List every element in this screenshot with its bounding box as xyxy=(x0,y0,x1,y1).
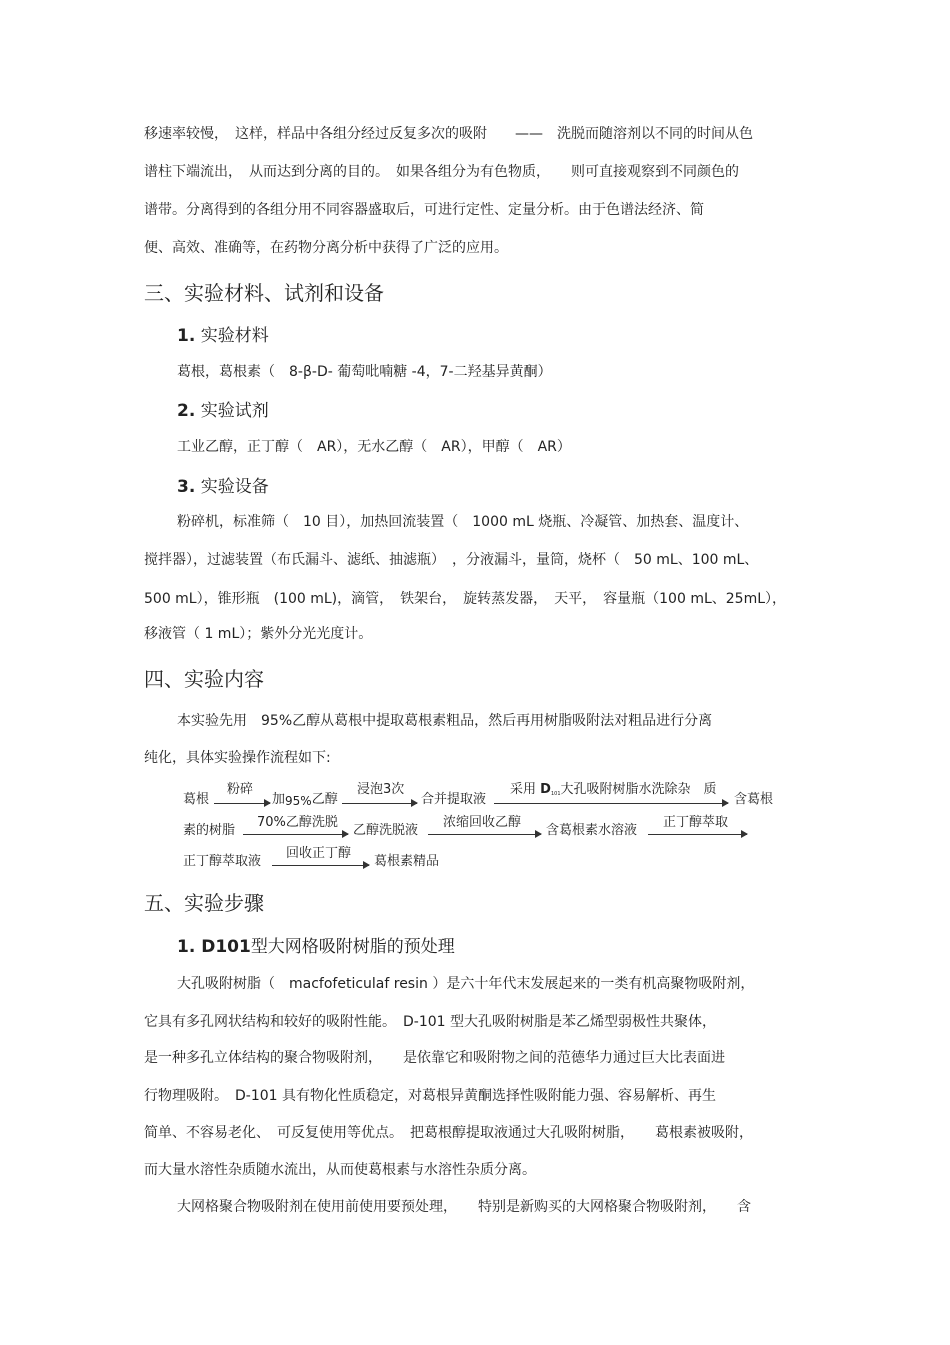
flow-node-contains-gegen: 含葛根 xyxy=(734,792,774,807)
section-3-2-title: 实验试剂 xyxy=(200,401,269,421)
section-3-2-heading xyxy=(177,400,269,422)
section-5-line-5: 简单、不容易老化、 可反复使用等优点。 把葛根醇提取液通过大孔吸附树脂， 葛根素被吸附， xyxy=(144,1125,753,1141)
section-3-3-line-2: 搅拌器），过滤装置（布氏漏斗、滤纸、抽滤瓶） ，分液漏斗，量筒，烧杯（ 50 mL、100 mL、 xyxy=(144,552,759,568)
section-5-1-title: 型大网格吸附树脂的预处理 xyxy=(250,937,455,957)
intro-line-1: 移速率较慢， 这样，样品中各组分经过反复多次的吸附 —— 洗脱而随溶剂以不同的时间从色 xyxy=(144,126,753,142)
section-5-1-heading xyxy=(177,936,455,958)
section-5-line-4: 行物理吸附。 D-101 具有物化性质稳定，对葛根异黄酮选择性吸附能力强、容易解析、再生 xyxy=(144,1088,717,1104)
flow-label-butanol-extract: 正丁醇萃取 xyxy=(663,815,729,830)
section-3-3-heading xyxy=(177,476,269,498)
section-3-3-line-3: 500 mL），锥形瓶 (100 mL)，滴管， 铁架台， 旋转蒸发器， 天平， 容量瓶（100 mL、25mL）， xyxy=(144,591,787,607)
flow-node-gegen: 葛根 xyxy=(183,792,210,807)
flow-label-resin-use: 采用 xyxy=(510,782,537,797)
section-5-title: 五、实验步骤 xyxy=(144,891,264,915)
flow-arrow-5 xyxy=(428,834,541,835)
flow-arrow-1 xyxy=(214,803,270,804)
flow-label-soak: 浸泡3次 xyxy=(357,782,405,797)
section-3-2-number: 2. xyxy=(177,401,196,421)
section-3-3-title: 实验设备 xyxy=(200,477,269,497)
flow-node-add-prefix: 加 xyxy=(272,792,286,807)
intro-line-2: 谱柱下端流出， 从而达到分离的目的。 如果各组分为有色物质， 则可直接观察到不同颜色的 xyxy=(144,164,739,180)
section-3-1-text: 葛根，葛根素（ 8-β-D- 葡萄吡喃糖 -4，7-二羟基异黄酮） xyxy=(177,364,552,380)
flow-arrow-4 xyxy=(243,834,348,835)
section-5-line-6: 而大量水溶性杂质随水流出，从而使葛根素与水溶性杂质分离。 xyxy=(144,1162,536,1178)
flow-arrow-6 xyxy=(648,834,747,835)
section-5-line-1: 大孔吸附树脂（ macfofeticulaf resin ）是六十年代末发展起来的一类有机高聚物吸附剂， xyxy=(177,976,755,992)
intro-line-3: 谱带。分离得到的各组分用不同容器盛取后，可进行定性、定量分析。由于色谱法经济、简 xyxy=(144,202,704,218)
flow-node-final-product: 葛根素精品 xyxy=(374,854,440,869)
section-4-line-2: 纯化，具体实验操作流程如下: xyxy=(144,750,331,766)
section-3-3-line-1: 粉碎机，标准筛（ 10 目），加热回流装置（ 1000 mL 烧瓶、冷凝管、加热套、温度计、 xyxy=(177,514,749,530)
flow-label-crush: 粉碎 xyxy=(227,782,254,797)
section-3-1-number: 1. xyxy=(177,326,196,346)
flow-arrow-2 xyxy=(342,803,417,804)
flow-node-aqueous: 含葛根素水溶液 xyxy=(546,823,638,838)
flow-label-resin-d: D xyxy=(540,782,551,797)
flow-node-add-ethanol xyxy=(272,792,338,809)
flow-node-add-ethanol-label: 乙醇 xyxy=(311,792,338,807)
section-3-title: 三、实验材料、试剂和设备 xyxy=(144,281,384,305)
flow-label-elute: 70%乙醇洗脱 xyxy=(257,815,338,830)
section-3-1-title: 实验材料 xyxy=(200,326,269,346)
flow-label-recover-butanol: 回收正丁醇 xyxy=(286,846,352,861)
section-3-1-heading xyxy=(177,325,269,347)
intro-line-4: 便、高效、准确等，在药物分离分析中获得了广泛的应用。 xyxy=(144,240,508,256)
flow-node-eluate: 乙醇洗脱液 xyxy=(353,823,419,838)
flow-label-resin-rest: 大孔吸附树脂水洗除杂 质 xyxy=(560,782,717,797)
section-3-3-number: 3. xyxy=(177,477,196,497)
section-5-1-number: 1. D101 xyxy=(177,937,251,957)
flow-node-combined-extract: 合并提取液 xyxy=(421,792,487,807)
section-4-title: 四、实验内容 xyxy=(144,667,264,691)
section-3-3-line-4: 移液管（ 1 mL）；紫外分光光度计。 xyxy=(144,626,373,642)
flow-label-concentrate: 浓缩回收乙醇 xyxy=(443,815,522,830)
flow-arrow-7 xyxy=(272,865,369,866)
flow-node-resin: 素的树脂 xyxy=(183,823,236,838)
section-5-line-3: 是一种多孔立体结构的聚合物吸附剂， 是依靠它和吸附物之间的范德华力通过巨大比表面进 xyxy=(144,1050,725,1066)
flow-label-resin-wash xyxy=(510,782,717,802)
section-5-line-7: 大网格聚合物吸附剂在使用前使用要预处理， 特别是新购买的大网格聚合物吸附剂， 含 xyxy=(177,1199,751,1215)
flow-node-butanol-extract: 正丁醇萃取液 xyxy=(183,854,262,869)
flow-arrow-3 xyxy=(494,803,728,804)
section-5-line-2: 它具有多孔网状结构和较好的吸附性能。 D-101 型大孔吸附树脂是苯乙烯型弱极性共聚体， xyxy=(144,1014,717,1030)
flow-label-resin-sub: 101 xyxy=(550,791,561,797)
flow-node-add-percent: 95% xyxy=(285,794,312,808)
section-4-line-1: 本实验先用 95%乙醇从葛根中提取葛根素粗品，然后再用树脂吸附法对粗品进行分离 xyxy=(177,713,713,729)
section-3-2-text: 工业乙醇，正丁醇（ AR），无水乙醇（ AR），甲醇（ AR） xyxy=(177,439,571,455)
